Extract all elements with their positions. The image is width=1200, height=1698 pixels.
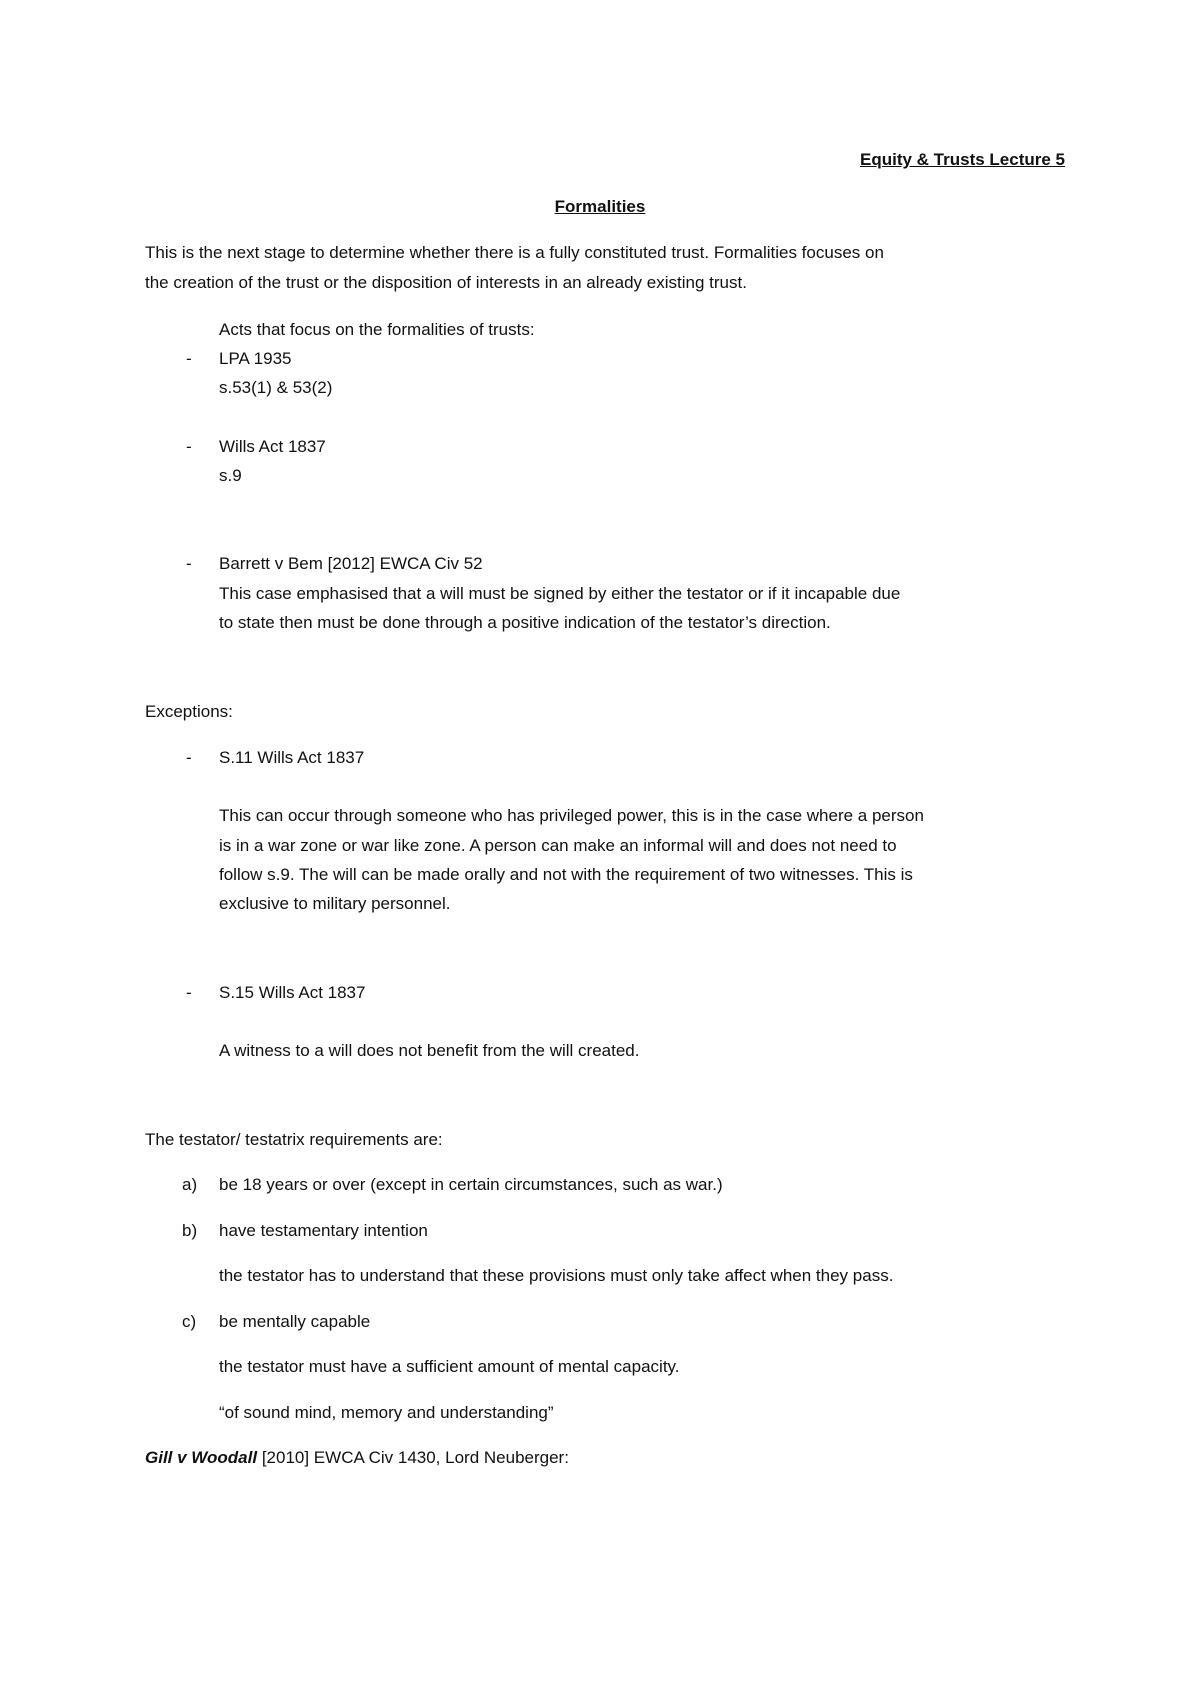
req-b-text: have testamentary intention [219,1221,428,1240]
section-title: Formalities [554,197,646,216]
barrett-case-line-2: to state then must be done through a positive indication of the testator’s direction. [219,613,831,632]
act-wills-detail: s.9 [219,466,242,485]
acts-heading: Acts that focus on the formalities of trusts: [219,320,535,339]
bullet-dash: - [186,437,192,456]
s11-line-2: is in a war zone or war like zone. A person can make an informal will and does not need to [219,836,897,855]
s15-title: S.15 Wills Act 1837 [219,983,366,1002]
gill-case-line [145,1448,569,1468]
req-b-note: the testator has to understand that these provisions must only take affect when they pass. [219,1266,894,1285]
req-b-marker: b) [182,1221,198,1240]
req-a-marker: a) [182,1175,198,1194]
intro-line-2: the creation of the trust or the disposition of interests in an already existing trust. [145,273,747,292]
req-a-text: be 18 years or over (except in certain circumstances, such as war.) [219,1175,723,1194]
req-c-text: be mentally capable [219,1312,371,1331]
bullet-dash: - [186,554,192,573]
intro-line-1: This is the next stage to determine whether there is a fully constituted trust. Formalities focuses on [145,243,884,262]
requirements-heading: The testator/ testatrix requirements are: [145,1130,443,1149]
s11-line-3: follow s.9. The will can be made orally and not with the requirement of two witnesses. This is [219,865,913,884]
bullet-dash: - [186,983,192,1002]
req-c-marker: c) [182,1312,197,1331]
req-c-note-2: “of sound mind, memory and understanding” [219,1403,554,1422]
bullet-dash: - [186,748,192,767]
s11-line-4: exclusive to military personnel. [219,894,451,913]
bullet-dash: - [186,349,192,368]
exceptions-heading: Exceptions: [145,702,233,721]
barrett-case-line-1: This case emphasised that a will must be signed by either the testator or if it incapable due [219,584,901,603]
lecture-title: Equity & Trusts Lecture 5 [860,150,1065,169]
barrett-case-title: Barrett v Bem [2012] EWCA Civ 52 [219,554,483,573]
req-c-note-1: the testator must have a sufficient amount of mental capacity. [219,1357,680,1376]
act-lpa-detail: s.53(1) & 53(2) [219,378,333,397]
act-wills-title: Wills Act 1837 [219,437,326,456]
s11-line-1: This can occur through someone who has privileged power, this is in the case where a person [219,806,924,825]
gill-case-name: Gill v Woodall [145,1448,258,1467]
act-lpa-title: LPA 1935 [219,349,292,368]
s15-line: A witness to a will does not benefit from the will created. [219,1041,640,1060]
gill-case-citation: [2010] EWCA Civ 1430, Lord Neuberger: [257,1448,569,1467]
s11-title: S.11 Wills Act 1837 [219,748,365,767]
